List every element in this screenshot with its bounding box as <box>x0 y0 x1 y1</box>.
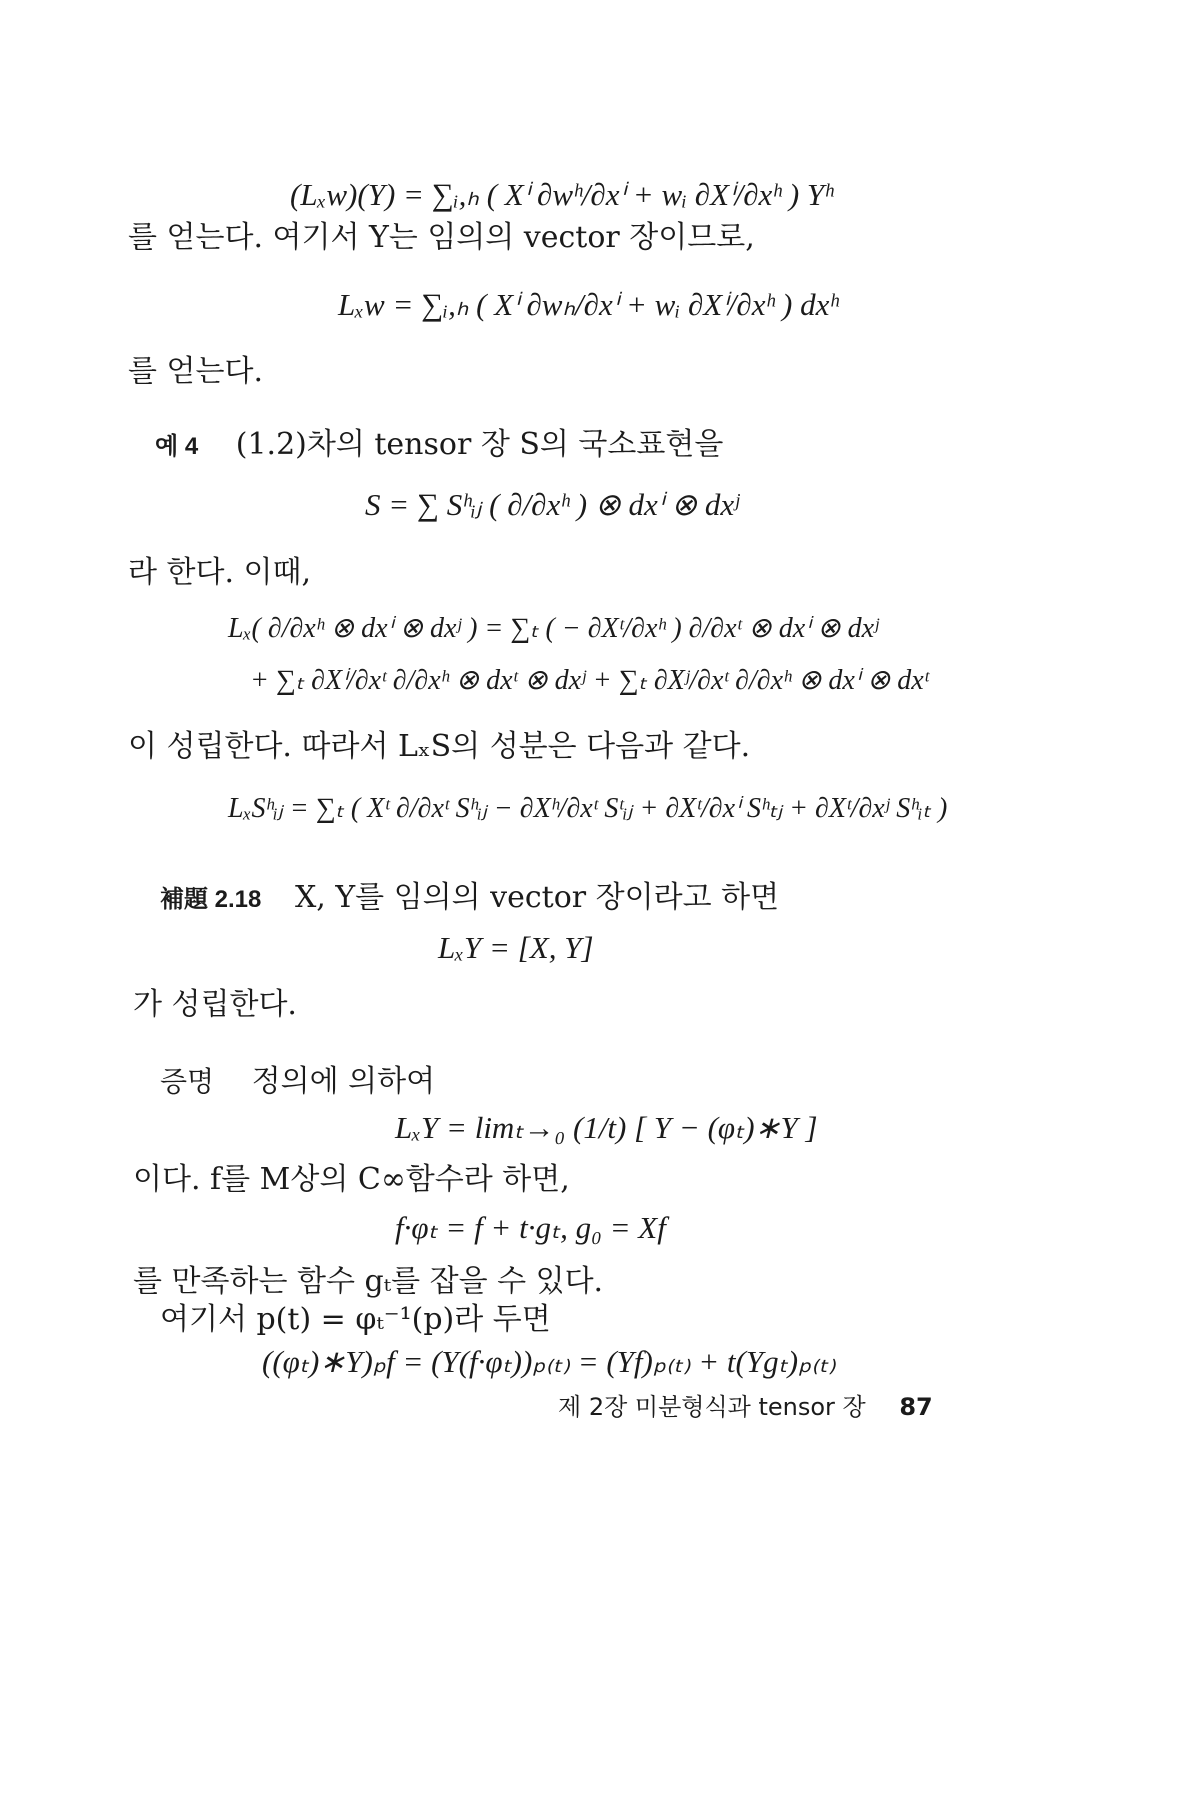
example-text: (1.2)차의 tensor 장 S의 국소표현을 <box>235 427 724 462</box>
proof-label: 증명 <box>160 1065 215 1098</box>
equation-lie-derivative-w: Lₓw = ∑ᵢ,ₕ ( Xⁱ ∂wₕ/∂xⁱ + wᵢ ∂Xⁱ/∂xʰ ) dxʰ <box>338 287 839 322</box>
text-line-7: 를 만족하는 함수 gₜ를 잡을 수 있다. <box>133 1264 604 1299</box>
equation-lie-derivative-w-applied-to-y: (Lₓw)(Y) = ∑ᵢ,ₕ ( Xⁱ ∂wʰ/∂xⁱ + wᵢ ∂Xⁱ/∂xʰ ) Yʰ <box>290 177 833 212</box>
equation-f-phi: f·φₜ = f + t·gₜ, g₀ = Xf <box>395 1210 666 1245</box>
equation-lie-bracket: LₓY = [X, Y] <box>438 930 594 965</box>
example-4-line <box>155 425 723 467</box>
equation-final: ((φₜ)∗Y)ₚf = (Y(f·φₜ))ₚ₍ₜ₎ = (Yf)ₚ₍ₜ₎ + t(Ygₜ)ₚ₍ₜ₎ <box>262 1344 836 1379</box>
text-line-5: 가 성립한다. <box>133 987 297 1022</box>
page-number: 87 <box>899 1393 933 1421</box>
equation-tensor-s-local: S = ∑ Sʰᵢⱼ ( ∂/∂xʰ ) ⊗ dxⁱ ⊗ dxʲ <box>365 487 740 522</box>
text-line-1: 를 얻는다. 여기서 Y는 임의의 vector 장이므로, <box>128 220 755 255</box>
text-line-3: 라 한다. 이때, <box>128 555 312 590</box>
text-line-4: 이 성립한다. 따라서 LₓS의 성분은 다음과 같다. <box>128 729 751 764</box>
chapter-title: 제 2장 미분형식과 tensor 장 <box>558 1393 866 1421</box>
proof-line <box>160 1062 435 1102</box>
lemma-text: X, Y를 임의의 vector 장이라고 하면 <box>294 880 780 915</box>
proof-text: 정의에 의하여 <box>251 1064 436 1099</box>
equation-lie-s-components: LₓSʰᵢⱼ = ∑ₜ ( Xᵗ ∂/∂xᵗ Sʰᵢⱼ − ∂Xʰ/∂xᵗ Sᵗᵢⱼ + ∂Xᵗ/∂xⁱ Sʰₜⱼ + ∂Xᵗ/∂xʲ Sʰᵢₜ ) <box>228 793 948 824</box>
text-line-2: 를 얻는다. <box>128 354 263 389</box>
equation-lie-basis-line-1: Lₓ( ∂/∂xʰ ⊗ dxⁱ ⊗ dxʲ ) = ∑ₜ ( − ∂Xᵗ/∂xʰ ) ∂/∂xᵗ ⊗ dxⁱ ⊗ dxʲ <box>228 613 879 644</box>
equation-lie-limit: LₓY = limₜ→₀ (1/t) [ Y − (φₜ)∗Y ] <box>395 1110 818 1145</box>
text-line-6: 이다. f를 M상의 C∞함수라 하면, <box>133 1162 570 1197</box>
example-label: 예 4 <box>155 433 199 460</box>
page-footer <box>558 1392 933 1422</box>
lemma-line <box>160 878 779 920</box>
lemma-label: 補題 2.18 <box>160 886 262 913</box>
text-line-8: 여기서 p(t) = φₜ⁻¹(p)라 두면 <box>160 1302 551 1337</box>
equation-lie-basis-line-2: + ∑ₜ ∂Xⁱ/∂xᵗ ∂/∂xʰ ⊗ dxᵗ ⊗ dxʲ + ∑ₜ ∂Xʲ/∂xᵗ ∂/∂xʰ ⊗ dxⁱ ⊗ dxᵗ <box>250 665 929 696</box>
